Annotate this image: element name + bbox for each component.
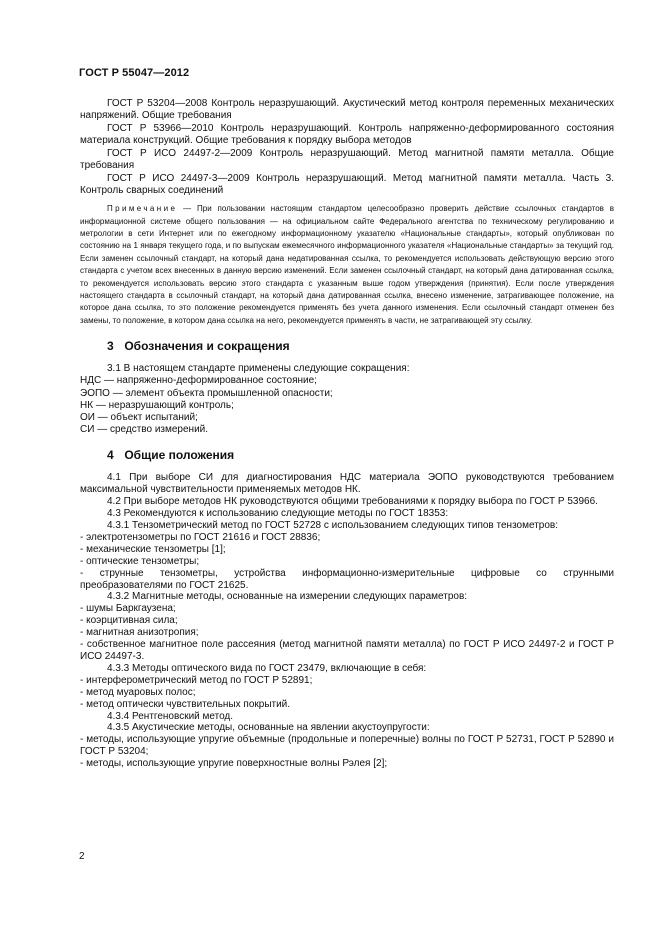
clause-paragraph: 4.3.5 Акустические методы, основанные на явлении акустоупругости: bbox=[107, 722, 430, 734]
abbreviation-item: ЭОПО — элемент объекта промышленной опасности; bbox=[80, 387, 333, 399]
abbreviations-intro: 3.1 В настоящем стандарте применены следующие сокращения: bbox=[107, 363, 410, 375]
clause-paragraph: 4.3.1 Тензометрический метод по ГОСТ 52728 с использованием следующих типов тензометров: bbox=[107, 520, 558, 532]
abbreviation-item: НК — неразрушающий контроль; bbox=[80, 399, 234, 411]
list-item: - метод оптически чувствительных покрытий. bbox=[80, 698, 291, 710]
list-item: - методы, использующие упругие объемные (продольные и поперечные) волны по ГОСТ Р 52731, ГОСТ Р 52890 и ГОСТ Р 53204; bbox=[80, 734, 614, 758]
clause-paragraph: 4.3.4 Рентгеновский метод. bbox=[107, 710, 234, 722]
list-item: - шумы Баркгаузена; bbox=[80, 603, 176, 615]
section-4-body bbox=[80, 472, 614, 770]
reference-item: ГОСТ Р 53204—2008 Контроль неразрушающий. Акустический метод контроля переменных механических напряжений. Общие требования bbox=[80, 98, 614, 122]
note-text: — При пользовании настоящим стандартом целесообразно проверить действие ссылочных стандартов в информационной системе общего пользования — на официальном сайте Федерального агентства по техническому регулированию и метрологии в сети Интернет или по ежегодному информационному указателю «Национальные стандарты», который опубликован по состоянию на 1 января текущего года, и по выпускам ежемесячного информационного указателя «Национальные стандарты» за текущий год. Если заменен ссылочный стандарт, на который дана недатированная ссылка, то рекомендуется использовать действующую версию этого стандарта с учетом всех внесенных в данную версию изменений. Если заменен ссылочный стандарт, на который дана датированная ссылка, то рекомендуется использовать версию этого стандарта с указанным выше годом утверждения (принятия). Если после утверждения настоящего стандарта в ссылочный стандарт, на который дана датированная ссылка, внесено изменение, затрагивающее положение, на которое дана ссылка, то это положение рекомендуется применять без учета данного изменения. Если ссылочный стандарт отменен без замены, то положение, в котором дана ссылка на него, рекомендуется применять в части, не затрагивающей эту ссылку. bbox=[80, 204, 614, 325]
section-3-heading bbox=[80, 339, 614, 353]
page-header-doc-id: ГОСТ Р 55047—2012 bbox=[79, 67, 190, 79]
reference-item: ГОСТ Р ИСО 24497-2—2009 Контроль неразрушающий. Метод магнитной памяти металла. Общие требования bbox=[80, 147, 614, 172]
list-item: - коэрцитивная сила; bbox=[80, 615, 178, 627]
page-number: 2 bbox=[79, 851, 85, 862]
clause-paragraph: 4.1 При выборе СИ для диагностирования НДС материала ЭОПО руководствуются требованием максимальной чувствительности применяемых методов НК. bbox=[80, 472, 614, 496]
list-item: - струнные тензометры, устройства информационно-измерительные цифровые со струнными преобразователями по ГОСТ 21625. bbox=[80, 567, 614, 591]
clause-paragraph: 4.3.2 Магнитные методы, основанные на измерении следующих параметров: bbox=[107, 591, 468, 603]
section-3-title: Обозначения и сокращения bbox=[124, 339, 290, 354]
abbreviations-list bbox=[80, 363, 614, 436]
list-item: - оптические тензометры; bbox=[80, 555, 200, 567]
list-item: - электротензометры по ГОСТ 21616 и ГОСТ 28836; bbox=[80, 531, 321, 543]
list-item: - магнитная анизотропия; bbox=[80, 627, 199, 639]
list-item: - методы, использующие упругие поверхностные волны Рэлея [2]; bbox=[80, 758, 388, 770]
section-4-title: Общие положения bbox=[124, 448, 235, 463]
clause-paragraph: 4.3 Рекомендуются к использованию следующие методы по ГОСТ 18353: bbox=[107, 508, 449, 520]
clause-paragraph: 4.2 При выборе методов НК руководствуются общими требованиями к порядку выбора по ГОСТ Р 53966. bbox=[107, 496, 598, 508]
note-label: Примечание bbox=[107, 204, 178, 214]
abbreviation-item: ОИ — объект испытаний; bbox=[80, 412, 198, 423]
list-item: - механические тензометры [1]; bbox=[80, 543, 226, 555]
reference-item: ГОСТ Р ИСО 24497-3—2009 Контроль неразрушающий. Метод магнитной памяти металла. Часть 3. Контроль сварных соединений bbox=[80, 172, 614, 196]
list-item: - собственное магнитное поле рассеяния (метод магнитной памяти металла) по ГОСТ Р ИСО 24497-2 и ГОСТ Р ИСО 24497-3. bbox=[80, 639, 614, 662]
section-4-heading bbox=[80, 448, 614, 462]
references-note bbox=[80, 203, 614, 327]
section-4-number: 4 bbox=[107, 448, 114, 463]
abbreviation-item: СИ — средство измерений. bbox=[80, 424, 209, 436]
reference-item: ГОСТ Р 53966—2010 Контроль неразрушающий. Контроль напряженно-деформированного состояния материала конструкций. Общие требования к порядку выбора методов bbox=[80, 122, 614, 147]
abbreviation-item: НДС — напряженно-деформированное состояние; bbox=[80, 375, 317, 387]
list-item: - интерферометрический метод по ГОСТ Р 52891; bbox=[80, 674, 313, 686]
page-content bbox=[80, 93, 614, 770]
section-3-number: 3 bbox=[107, 339, 114, 354]
normative-references bbox=[80, 98, 614, 197]
list-item: - метод муаровых полос; bbox=[80, 686, 196, 698]
clause-paragraph: 4.3.3 Методы оптического вида по ГОСТ 23479, включающие в себя: bbox=[107, 662, 427, 674]
